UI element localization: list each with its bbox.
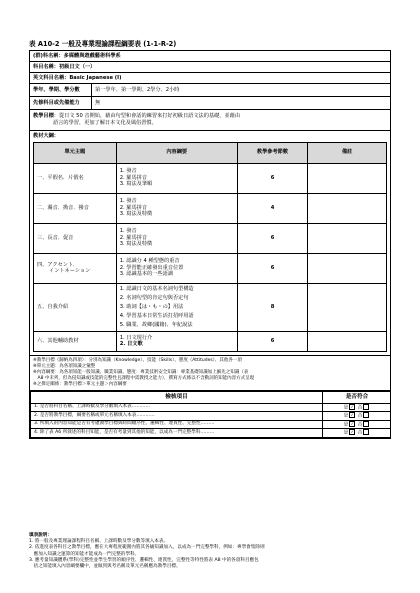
- note-line: ※之擇定關係：教學目標＞單元主題＞內容綱要: [33, 381, 127, 387]
- unit-title: 五、自我介紹: [34, 283, 117, 331]
- unit-note: [308, 163, 387, 193]
- header-note: 備註: [308, 142, 387, 163]
- unit-title: 一、平假名．片假名: [34, 163, 117, 193]
- unit-hours: 6: [237, 253, 308, 283]
- yes-label: 是: [343, 405, 349, 411]
- course-outline-table: [29, 50, 391, 439]
- unit-title: 二、濁音．拗音．撥音: [34, 193, 117, 223]
- schedule-value: 第一學年、第一學期、2學分、2小時: [92, 84, 391, 97]
- checklist-item: 1. 是否將科目名稱、上課時數及學分數填入本表…………: [31, 403, 323, 412]
- checklist-answer: [323, 412, 391, 421]
- outline-cell: [30, 131, 391, 356]
- unit-note: [308, 253, 387, 283]
- unit-hours: 6: [237, 331, 308, 351]
- checklist-row: [31, 429, 391, 438]
- unit-items: [116, 223, 237, 253]
- group-name: (群)科名稱：多媒體與遊戲藝術科學系: [30, 51, 391, 62]
- table-row: [34, 283, 387, 331]
- checklist-item: 2. 是否將教學目標，綱要名稱或單元名稱填入本表…………: [31, 412, 323, 421]
- fill-instructions-heading: 填表說明：: [29, 533, 52, 538]
- prereq-value: 無: [92, 97, 391, 110]
- list-item: 5. 職業、故鄉(國籍)、年紀說法: [119, 321, 193, 328]
- course-name: 科目名稱：初級日文（一）: [30, 62, 391, 73]
- objective-cell: [30, 110, 391, 131]
- objective-label: 教學目標: [33, 113, 54, 120]
- unit-note: [308, 283, 387, 331]
- checklist-answer: [323, 403, 391, 412]
- unit-items: [116, 331, 237, 351]
- notes-cell: [30, 355, 391, 390]
- checklist-row: [31, 403, 391, 412]
- course-name-en: 英文科目名稱：Basic Japanese (I): [30, 73, 391, 84]
- table-row: [34, 223, 387, 253]
- unit-title-line1: 四、アクセント．: [37, 261, 78, 268]
- list-item: 3. 認識基本的一些語調: [119, 271, 173, 278]
- unit-title: 六、其他輔助教材: [34, 331, 117, 351]
- instruction-line: 應加入知識之運算的知能才能成為一門完整的學科。: [29, 551, 140, 557]
- unit-hours: 6: [237, 163, 308, 193]
- unit-items: [116, 253, 237, 283]
- yes-label: 是: [343, 413, 349, 419]
- no-checkbox[interactable]: [363, 421, 369, 427]
- list-item: 2. 學習能正確發出重音位置: [119, 264, 184, 271]
- document-title: 表 A10-2 一般及專業理論課程綱要表 (1-1-R-2): [29, 40, 177, 48]
- unit-note: [308, 193, 387, 223]
- checklist-item: 3. 所填入的內容知能是否有考慮教學目標與時間順序性、邏輯性、連貫性、完整性………: [31, 420, 323, 429]
- table-row: [34, 253, 387, 283]
- instruction-line: 括之知能填入內容綱要欄中，並做到與考名稱及單元名稱應為教學目標。: [29, 564, 181, 570]
- header-hours: 教學參考節數: [237, 142, 308, 163]
- unit-title: [34, 253, 117, 283]
- list-item: 1. 認識分 4 種型態的重音: [119, 258, 180, 265]
- unit-hours: 8: [237, 283, 308, 331]
- checklist-cell: [30, 390, 391, 438]
- list-item: 1. 認識日文的基本名詞句型構造: [119, 285, 194, 292]
- yes-checkbox[interactable]: ✓: [350, 403, 354, 409]
- list-item: 1. 發音: [119, 198, 137, 205]
- checklist-table: [30, 391, 391, 438]
- list-item: 3. 助詞【は・も・の】用法: [119, 303, 184, 310]
- yes-label: 是: [343, 422, 349, 428]
- list-item: 2. 日文歌: [119, 341, 143, 348]
- yes-checkbox[interactable]: ✓: [350, 420, 354, 426]
- note-line: ※教學目標（歸納為四項）：分別為知識（Knowledge）、技能（Skills）、態度（Attitudes）、其他各一項: [33, 357, 242, 363]
- no-checkbox[interactable]: [363, 404, 369, 410]
- unit-hours: 6: [237, 223, 308, 253]
- no-checkbox[interactable]: [363, 412, 369, 418]
- note-line: ※單元主題：為各項知識之彙整: [33, 363, 96, 369]
- table-row: [34, 163, 387, 193]
- unit-hours: 4: [237, 193, 308, 223]
- outline-label: 教材大綱：: [33, 133, 59, 139]
- header-content: 內容綱要: [116, 142, 237, 163]
- unit-note: [308, 331, 387, 351]
- checklist-header-ok: 是否符合: [323, 391, 391, 403]
- checklist-item: 4. 除了表 A6 所敘述的科目知能，是否有考量到其他的知能，以成為一門完整學科………: [31, 429, 323, 438]
- no-label: 否: [357, 422, 363, 428]
- no-checkbox[interactable]: [363, 429, 369, 435]
- objective-line1: ：從日文 50 音開始，藉由句型和會話的練習來打好初級日語文法的基礎，並藉由: [53, 113, 241, 120]
- unit-items: [116, 193, 237, 223]
- instruction-line: 2. 依進度表各科目之教學目標，應在大專程度範圍內將其各級知識加入，以成為一門完整學科，例如：專學會集除則: [29, 545, 265, 551]
- table-row: [34, 193, 387, 223]
- list-item: 1. 日文現行介: [119, 334, 153, 341]
- unit-title-line2: イントネーション: [49, 268, 91, 275]
- list-item: 3. 寫法及特徵: [119, 241, 153, 248]
- list-item: 2. 名詞句型的肯定句與否定句: [119, 294, 189, 301]
- prereq-label: 先修科目或先備能力: [30, 97, 92, 110]
- list-item: 1. 發音: [119, 168, 137, 175]
- checklist-answer: [323, 420, 391, 429]
- list-item: 2. 羅馬拼音: [119, 174, 148, 181]
- list-item: 3. 寫法及特徵: [119, 211, 153, 218]
- list-item: 2. 羅馬拼音: [119, 234, 148, 241]
- fill-instructions: [29, 533, 390, 570]
- header-unit: 單元主題: [34, 142, 117, 163]
- no-label: 否: [357, 430, 363, 436]
- list-item: 4. 學習基本日常生活打招呼用語: [119, 312, 194, 319]
- objective-line2: 語言的學習，更加了解日本文化及風俗習慣。: [53, 120, 157, 126]
- instruction-line: 3. 應考量知識體系(學科)完整性並學生學習的順序性、邏輯性、連貫性，完整性等特性將表 A8 中的各項科目應包: [29, 557, 259, 563]
- yes-checkbox[interactable]: ✓: [350, 429, 354, 435]
- note-line: A8 中未列，但為侵知識或技能的完整性且課程中需教授之能力），撰寫方式係以不含動詞的知能內容方式呈現: [33, 375, 255, 381]
- no-label: 否: [357, 413, 363, 419]
- unit-items: [116, 163, 237, 193]
- instruction-line: 1. 將一般及專業理論課程科目名稱、上課時數及學分數等填入本表。: [29, 539, 169, 545]
- no-label: 否: [357, 405, 363, 411]
- outline-table: [33, 142, 387, 352]
- unit-note: [308, 223, 387, 253]
- yes-label: 是: [343, 430, 349, 436]
- list-item: 2. 羅馬拼音: [119, 204, 148, 211]
- note-line: ※內容綱要：為各項知能一般知識、職業知識、態度：專業技術安全知識：專業基礎知識加上細先之知識（表: [33, 369, 249, 375]
- list-item: 1. 發音: [119, 228, 137, 235]
- checklist-row: [31, 412, 391, 421]
- checklist-row: [31, 420, 391, 429]
- schedule-label: 學年、學期、學分數: [30, 84, 92, 97]
- table-row: [34, 331, 387, 351]
- checklist-header-item: 檢核項目: [31, 391, 323, 403]
- unit-items: [116, 283, 237, 331]
- list-item: 3. 寫法及筆順: [119, 181, 153, 188]
- yes-checkbox[interactable]: ✓: [350, 412, 354, 418]
- checklist-answer: [323, 429, 391, 438]
- unit-title: 三、長音．促音: [34, 223, 117, 253]
